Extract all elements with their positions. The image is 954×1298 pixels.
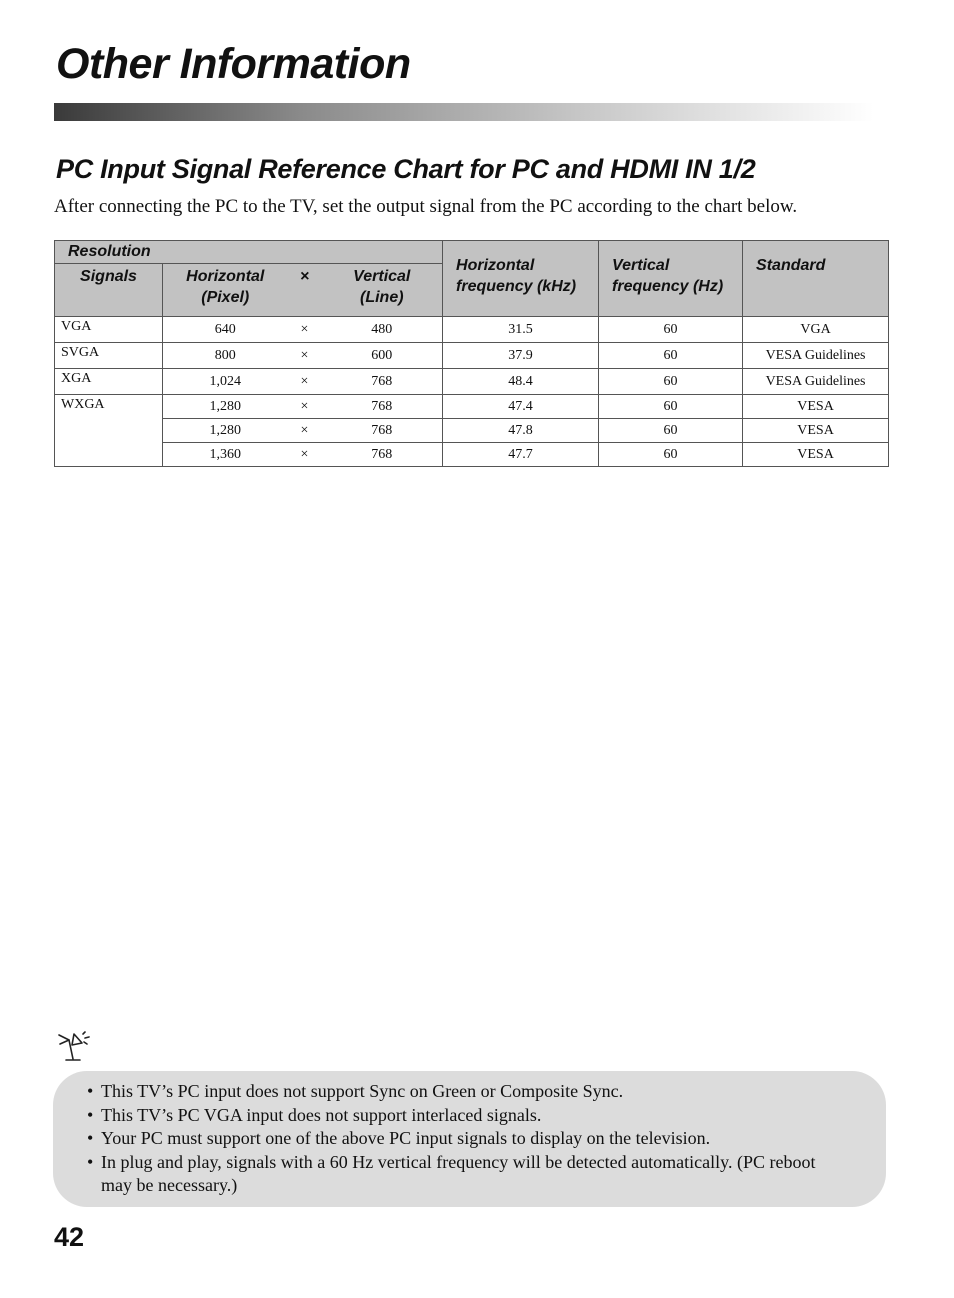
header-signals: Signals (55, 264, 163, 317)
horizontal-frequency-cell: 47.4 (443, 395, 599, 419)
signal-cell: WXGA (55, 395, 163, 467)
vertical-frequency-cell: 60 (599, 343, 743, 369)
header-resolution: Resolution (55, 241, 443, 264)
standard-cell: VESA (743, 395, 889, 419)
table-row (55, 419, 889, 443)
note-item: • Your PC must support one of the above PC input signals to display on the television. (87, 1127, 847, 1151)
horizontal-pixel-cell: 1,024 (163, 369, 288, 395)
horizontal-frequency-cell: 37.9 (443, 343, 599, 369)
header-vertical-line: Vertical (Line) (322, 264, 443, 317)
times-cell: × (288, 369, 322, 395)
vertical-frequency-cell: 60 (599, 395, 743, 419)
table-row (55, 317, 889, 343)
horizontal-frequency-cell: 47.8 (443, 419, 599, 443)
vertical-line-cell: 768 (322, 443, 443, 467)
notes-list (87, 1080, 847, 1198)
standard-cell: VESA Guidelines (743, 369, 889, 395)
lamp-tip-icon (56, 1030, 96, 1062)
times-cell: × (288, 443, 322, 467)
horizontal-pixel-cell: 640 (163, 317, 288, 343)
header-horizontal-pixel: Horizontal (Pixel) (163, 264, 288, 317)
vertical-frequency-cell: 60 (599, 443, 743, 467)
standard-cell: VGA (743, 317, 889, 343)
header-standard: Standard (743, 241, 889, 317)
vertical-frequency-cell: 60 (599, 369, 743, 395)
vertical-line-cell: 768 (322, 419, 443, 443)
vertical-line-cell: 768 (322, 395, 443, 419)
table-row (55, 343, 889, 369)
notes-box (53, 1071, 886, 1207)
signal-cell: XGA (55, 369, 163, 395)
vertical-frequency-cell: 60 (599, 419, 743, 443)
standard-cell: VESA (743, 419, 889, 443)
table-row (55, 369, 889, 395)
standard-cell: VESA Guidelines (743, 343, 889, 369)
table-row (55, 395, 889, 419)
header-times-symbol: × (288, 264, 322, 317)
horizontal-pixel-cell: 1,280 (163, 395, 288, 419)
vertical-line-cell: 600 (322, 343, 443, 369)
signal-cell: VGA (55, 317, 163, 343)
horizontal-pixel-cell: 1,360 (163, 443, 288, 467)
horizontal-frequency-cell: 48.4 (443, 369, 599, 395)
vertical-frequency-cell: 60 (599, 317, 743, 343)
signal-cell: SVGA (55, 343, 163, 369)
vertical-line-cell: 480 (322, 317, 443, 343)
intro-text: After connecting the PC to the TV, set the output signal from the PC according to the chart below. (54, 196, 798, 217)
horizontal-pixel-cell: 800 (163, 343, 288, 369)
times-cell: × (288, 317, 322, 343)
section-title: PC Input Signal Reference Chart for PC and HDMI IN 1/2 (56, 154, 756, 184)
signal-reference-table (54, 240, 889, 467)
heading-gradient-bar (54, 103, 874, 121)
page-number: 42 (54, 1222, 85, 1252)
note-item: • This TV’s PC input does not support Sync on Green or Composite Sync. (87, 1080, 847, 1104)
horizontal-pixel-cell: 1,280 (163, 419, 288, 443)
note-item: • In plug and play, signals with a 60 Hz vertical frequency will be detected automatically. (PC reboot may be necessary.) (87, 1151, 847, 1198)
page-heading: Other Information (56, 40, 411, 88)
header-vertical-frequency: Vertical frequency (Hz) (599, 241, 743, 317)
times-cell: × (288, 343, 322, 369)
horizontal-frequency-cell: 47.7 (443, 443, 599, 467)
standard-cell: VESA (743, 443, 889, 467)
vertical-line-cell: 768 (322, 369, 443, 395)
times-cell: × (288, 395, 322, 419)
table-row (55, 443, 889, 467)
times-cell: × (288, 419, 322, 443)
note-item: • This TV’s PC VGA input does not support interlaced signals. (87, 1104, 847, 1128)
horizontal-frequency-cell: 31.5 (443, 317, 599, 343)
header-horizontal-frequency: Horizontal frequency (kHz) (443, 241, 599, 317)
